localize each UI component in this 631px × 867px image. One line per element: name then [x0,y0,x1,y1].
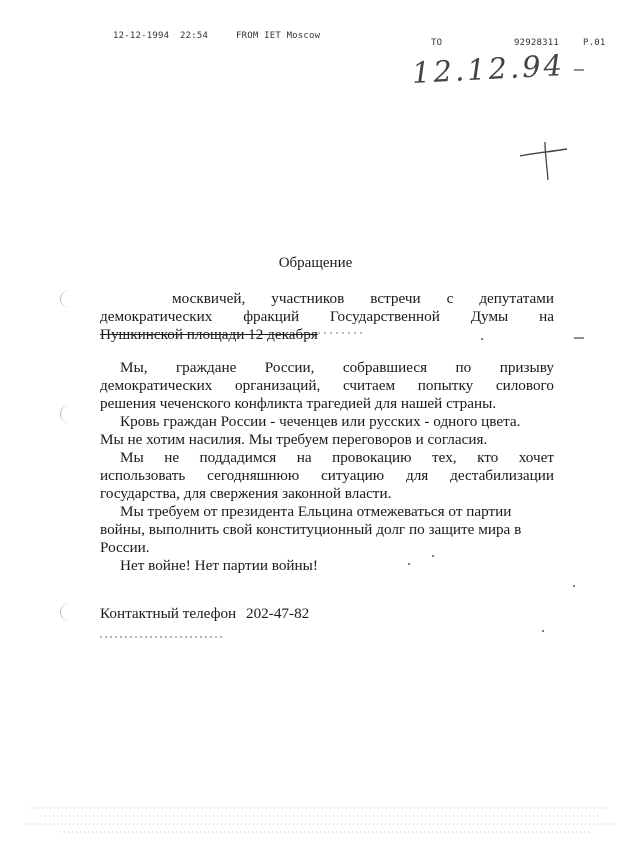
body-line-9: Мы требуем от президента Ельцина отмежеваться от партии [120,503,512,520]
fax-number: 92928311 [514,38,559,48]
contact-line [100,605,309,623]
body-line-8: государства, для свержения законной власти. [100,485,392,502]
body-line-11: России. [100,539,150,556]
dash-mark [574,336,586,340]
scan-speck [432,555,434,557]
contact-label: Контактный телефон [100,605,237,622]
fax-to: TO [431,38,443,48]
closing-slogan: Нет войне! Нет партии войны! [120,557,318,574]
body-line-1: Мы, граждане России, собравшиеся по призыву [120,359,554,376]
punch-hole-mark [60,603,79,621]
scan-noise-band [20,800,620,840]
intro-line-1: москвичей, участников встречи с депутатами [172,290,554,307]
page-title: Обращение [278,255,353,271]
contact-phone: 202-47-82 [245,605,310,622]
dotted-scan-line [100,634,230,640]
body-line-10: войны, выполнить свой конституционный долг по защите мира в [100,521,522,538]
intro-line-2: демократических фракций Государственной Думы на [100,308,554,325]
plus-mark-icon [515,136,571,184]
body-line-7: использовать сегодняшнюю ситуацию для дестабилизации [100,467,554,484]
body-line-5: Мы не хотим насилия. Мы требуем переговоров и согласия. [100,431,488,448]
dotted-scan-line [318,330,368,336]
body-line-4: Кровь граждан России - чеченцев или русских - одного цвета. [120,413,521,430]
punch-hole-mark [60,290,79,308]
punch-hole-mark [60,405,79,423]
fax-page-number: P.01 [583,38,606,48]
body-line-2: демократических организаций, считаем попытку силового [100,377,554,394]
fax-time: 22:54 [180,31,209,41]
dash-mark [574,68,586,72]
scan-speck [573,585,575,587]
body-line-3: решения чеченского конфликта трагедией для нашей страны. [100,395,497,412]
scan-speck [481,338,483,340]
scan-speck [408,563,410,565]
fax-date: 12-12-1994 [113,31,170,41]
scan-speck [542,630,544,632]
body-line-6: Мы не поддадимся на провокацию тех, кто хочет [120,449,554,466]
intro-line-3: Пушкинской площади 12 декабря [100,326,318,343]
fax-from: FROM IET Moscow [236,31,321,41]
handwritten-date: 12.12.94 [411,48,566,90]
